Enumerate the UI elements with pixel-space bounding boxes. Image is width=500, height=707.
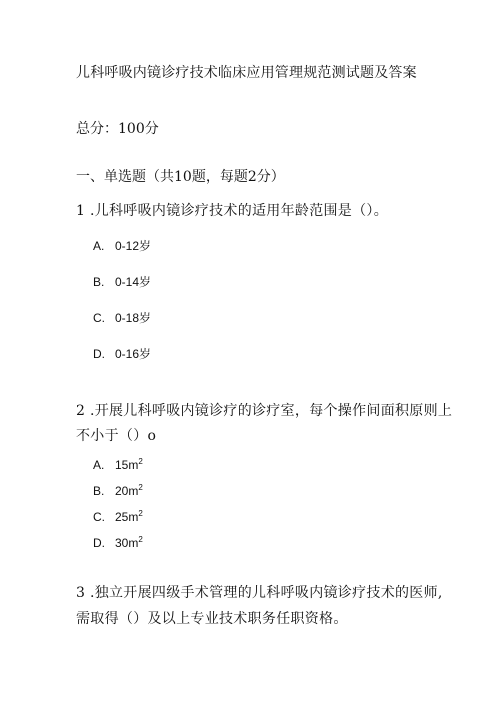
option-text: 20m (115, 484, 139, 498)
document-title: 儿科呼吸内镜诊疗技术临床应用管理规范测试题及答案 (76, 65, 417, 81)
option-label: B. (93, 484, 105, 498)
superscript: 2 (138, 535, 143, 544)
option-text: 0-18岁 (115, 311, 152, 325)
question-1-option-b (93, 273, 151, 290)
option-label: D. (93, 347, 105, 361)
option-label: D. (93, 536, 105, 550)
superscript: 2 (138, 457, 143, 466)
question-2-option-b (93, 483, 143, 498)
option-text: 0-16岁 (115, 347, 152, 361)
option-label: A. (93, 458, 105, 472)
question-3-text-line2: 需取得（）及以上专业技术职务任职资格。 (76, 611, 348, 627)
option-label: C. (93, 510, 105, 524)
superscript: 2 (138, 483, 143, 492)
question-2-option-d (93, 535, 143, 550)
question-1-text: 1 .儿科呼吸内镜诊疗技术的适用年龄范围是（）。 (76, 203, 389, 219)
question-1-option-d (93, 345, 151, 362)
option-text: 25m (115, 510, 139, 524)
option-text: 0-14岁 (115, 275, 152, 289)
question-1-option-a (93, 237, 151, 254)
option-label: A. (93, 239, 105, 253)
superscript: 2 (138, 509, 143, 518)
question-3-text-line1: 3 .独立开展四级手术管理的儿科呼吸内镜诊疗技术的医师, (76, 585, 443, 601)
option-label: B. (93, 275, 105, 289)
question-2-option-c (93, 509, 143, 524)
option-text: 30m (115, 536, 139, 550)
question-1-option-c (93, 309, 151, 326)
question-2-option-a (93, 457, 143, 472)
option-label: C. (93, 311, 105, 325)
option-text: 15m (115, 458, 139, 472)
total-score: 总分：100分 (76, 121, 159, 137)
section-heading: 一、单选题（共10题，每题2分） (76, 169, 285, 185)
option-text: 0-12岁 (115, 239, 152, 253)
question-2-text-line2: 不小于（）o (76, 428, 157, 444)
question-2-text-line1: 2 .开展儿科呼吸内镜诊疗的诊疗室，每个操作间面积原则上 (76, 403, 453, 419)
